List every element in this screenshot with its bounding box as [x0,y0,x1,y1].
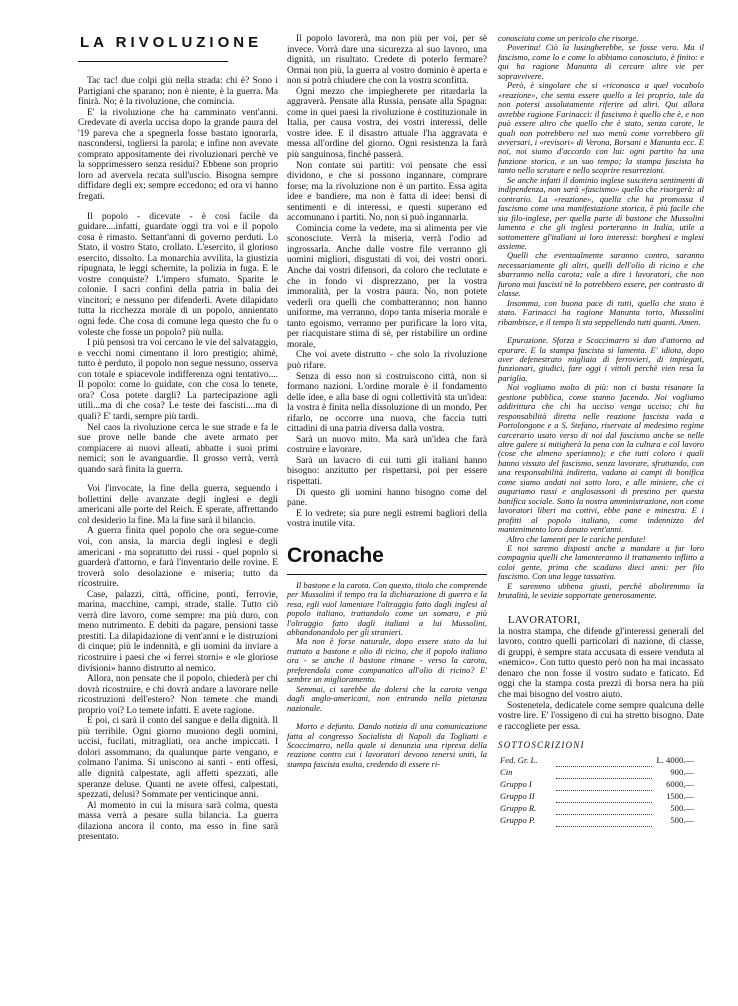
table-row [500,790,694,802]
paragraph: Il popolo - dicevate - è così facile da guidare....infatti, guardate oggi tra voi e il popolo cosa è rimasto. Settant'anni di governo perduti. Lo Stato, il vostro Stato, crollato. L'esercito, il glorioso esercito, dissolto. La monarchia avvilita, la giustizia ripugnata, le leggi schernite, la polizia in fuga. E le vostre conquiste? L'impero sfumato. Sparite le colonie. I sacri confini della patria in balia dei vincitori; e nessuno per difenderli. Avete dilapidato tutta la ricchezza morale di un popolo, annientato ogni fede. Che cosa di comune lega questo che fu o voleste che fosse un popolo? più nulla. [78,211,278,338]
title-rule [78,61,228,62]
subscription-amount: 500.— [670,815,694,826]
paragraph: Voi l'invocate, la fine della guerra, seguendo i bollettini delle avanzate degli inglesi e degli americani alle porte del Reich. E sperate, affrettando col desiderio la fine. Ma la fine sarà il bilancio. [78,484,278,526]
news-item: Morto e defunto. Dando notizia di una comunicazione fatta al congresso Socialista di Napoli da Togliatti e Scoccimarro, nella quale si denunzia una ripresa della reazione contro cui i lavoratori devono tenersi uniti, la stampa fascista esulta, credendo di essere ri- [287,721,487,769]
subscriptions-table [500,754,694,827]
news-item: Il bastone e la carota. Con questo, titolo che comprende per Mussolini il tempo tra la dichiarazione di guerra e la resa, egli vuol lamentare l'oltraggio fatto dagli inglesi al popolo italiano, trattandolo come un somaro, e più l'oltraggio fatto dagli italiani a lui Mussolini, abbandonandolo per gli stranieri. [287,579,487,637]
paragraph: E' la rivoluzione che ha camminato vent'anni. Credevate di averla uccisa dopo la grande paura del '19 pareva che a spegnerla fosse bastato ignorarla, nascondersi, togliersi la parola; e infine non avevate comprato appositamente dei rivoluzionari perchè ve la sopprimessero senza residui? Ebbene son proprio loro ad avervela recata sull'uscio. Bisogna sempre diffidare degli ex; sempre eccedono; ed ora vi hanno fregati. [78,107,278,203]
cronache-body [287,581,487,770]
news-item: Poverina! Ciò la lusingherebbe, se fosse vero. Ma il fascismo, come lo e come lo abbiamo conosciuto, è finito: e qui ha ragione Manunta di cercare altre vie per sopravvivere. [498,42,704,81]
appeal-heading: LAVORATORI, [508,614,581,626]
subscription-amount: 500.— [670,803,694,814]
news-item: Se anche infatti il dominio inglese suscitera sentimenti di indipendenza, non sarà «fascismo» quello che risorgerà: al contrario. La «reazione», quella che ha promossa il fascismo come una manifestazione storica, è più facile che sia filo-inglese, per quella parte di bastone che Mussolini lamenta e che gli inglesi porteranno in Italia, utile a sottomettere gl'italiani ai loro interessi: borghesi e inglesi assieme. [498,174,704,251]
table-row [500,814,694,826]
paragraph: Di questo gli uomini hanno bisogno come del pane. [287,487,487,509]
news-item: Noi vogliamo molto di più: non ci basta risanare la gestione pubblica, come stanno facendo. Noi vogliamo addirittura che chi ha ucciso venga ucciso; chi ha responsabilità diretta nelle reazione fascista vada a Portolongone e a S. Stefano, riservate al medesimo regime carcerario usato verso di noi dal fascismo anche se nelle altre galere si mitigherà la pena con la cultura e col lavoro (cose che almeno sperianno); e che tutti coloro i quali hanno vissuto del fascismo, senza lavorare, sfruttando, con una responsabilità indiretta, vadano ai campi di bonifica come siamo andati noi sotto loro, e alle miniere, che ci auguriamo russi e anglosassoni di prestino per questa bonifica sociale. Sotto la nostra amministrazione, non come lavoratori liberi ma cottivi, ebbe pane e minestra. E i profitti al popolo italiano, come indennizzo del mantenimento loro donato vent'anni. [498,382,704,535]
article-title: LA RIVOLUZIONE [80,34,263,51]
leader-dots [556,766,652,778]
section-rule [287,574,487,575]
leader-dots [556,754,652,766]
subscription-label: Fed. Gr. L. [500,755,538,766]
table-row [500,766,694,778]
leader-dots [556,802,652,814]
subscription-amount: 900.— [670,767,694,778]
subscription-label: Cin [500,767,513,778]
paragraph: E lo vedrete; sia pure negli estremi bagliori della vostra inutile vita. [287,508,487,530]
paragraph: Non contate sui partiti: voi pensate che essi dividono, e che si possono ingannare, comprare forse; ma la rivoluzione non è un partito. Essa agita idee e bandiere, ma non è fatta di idee: bensì di sentimenti e di interessi, e questi superano ed accomunano i partiti. No, non si può ingannarla. [287,160,487,224]
subscription-label: Gruppo I [500,779,532,790]
column-left [78,34,278,843]
column-middle [287,34,487,769]
news-item: conosciuta come un pericolo che risorge. [498,34,639,43]
table-row [500,778,694,790]
news-item: E saremmo ubbena giusti, perchè aboliremmo la brutalità, le sevizie sopportate generosamente. [498,580,704,601]
article-body-left [78,76,278,843]
paragraph: Case, palazzi, città, officine, ponti, ferrovie, marina, macchine, campi, strade, stalle. Tutto ciò verrà dire lavoro, come sempre: ma più duro, con meno nutrimento. E debiti da pagare, pensioni tasse prestiti. La dilapidazione di vent'anni e le distruzioni di cinque; più le indennità, e gli uomini da inviare a ricostruire i paesi che «i ferrei storni» e «le gloriose divisioni» hanno distrutto al nemico. [78,589,278,674]
paragraph: Sarà un lavacro di cui tutti gli italiani hanno bisogno: anzitutto per rispettarsi, poi per essere rispettati. [287,455,487,487]
leader-dots [556,778,652,790]
cronache-continued [498,34,704,601]
paragraph: Senza di esso non si costruiscono città, non si formano nazioni. L'ordine morale è il fondamento delle idee, e alla base di ogni collettività sta un'idea: la vostra è finita nella dissoluzione di un mondo. Per rifarlo, ne occorre una nuova, che faccia tutti cittadini di una patria diversa dalla vostra. [287,371,487,435]
column-right [498,34,704,827]
subscription-label: Gruppo P. [500,815,536,826]
news-item: Però, è singolare che si «riconosca a quel vocabolo «reazione», che senta essere quello a lei proprio, tale da non potersi assolutamente riferire ad altri. Qui allora avrebbe ragione Farinacci: il fascismo è quello che è, e non può essere altro che quello che è stato, senza carote, le quali non potrebbero nel suo menù come vorrebbero gli avversari, i «revisori» di Verona, Borsani e Manunta ecc. E noi, noi siamo d'accordo con lui: ogni partito ha una funzione storica, e un suo tempo; la stampa fascista ha tanto nello scrutare e nello scoprire resurrezioni. [498,80,704,176]
leader-dots [556,790,652,802]
table-row [500,754,694,766]
appeal-body [498,627,704,732]
news-item: Quelli che eventualmente saranno contro, saranno necessariamente gli altri, quelli dell'olio di ricino e che sbarranno nella carota; vale a dire i lavoratori, che non furono mai fascisti nè lo potrebbero essere, per contrasto di classe. [498,250,704,299]
paragraph: Il popolo lavorerà, ma non più per voi, per sè invece. Vorrà dare una sicurezza al suo lavoro, una dignità, un risultato. Credete di poterlo fermare? Ormai non più, la guerra al vostro dominio è aperta e non si potrà chiudere che con la vostra sconfitta. [287,34,487,87]
paragraph: Ogni mezzo che impiegherete per ritardarla la aggraverà. Pensate alla Russia, pensate alla Spagna: come in quei paesi la rivoluzione è costituzionale in Italia, per causa vostra, dei vostri interessi, delle vostre idee. E il disastro attuale l'ha aggravata e messa all'ordine del giorno. Ogni resistenza la farà più sanguinosa, finchè passerà. [287,86,487,161]
paragraph: Sarà un nuovo mito. Ma sarà un'idea che farà costruire e lavorare. [287,434,487,456]
subscription-label: Gruppo II [500,791,535,802]
paragraph: Sostenetela, dedicatele come sempre qualcuna delle vostre lire. E' l'ossigeno di cui ha stretto bisogno. Date e raccogliete per essa. [498,700,704,732]
paragraph: E poi, ci sarà il conto del sangue e della dignità. Il più terribile. Ogni giorno muoiono degli uomini, uccisi, fucilati, mitragliati, ora anche impiccati. I dolori assommano, da qualunque parte vengano, e colmano l'anima. Si uniscono ai santi - enti offesi, alle dignità calpestate, agli affetti spezzati, alle speranze deluse. Quanti ne avete offesi, calpestati, spezzati, delusi? Sommate per venticinque anni. [78,716,278,801]
paragraph: la nostra stampa, che difende gl'interessi generali del lavoro, contro quelli particolari di nazione, di classe, di gruppi, è sempre stata accusata di essere venduta al «nemico». Con tutto questo però non ha mai incassato denaro che non fosse il vostro sudato e faticato. Ed oggi che la stampa costa prezzi di borsa nera ha più che mai bisogno del vostro aiuto. [498,626,704,701]
subscription-amount: L. 4000.— [656,755,694,766]
subscription-amount: 6000,— [666,779,694,790]
subscription-amount: 1500.— [666,791,694,802]
paragraph: Al momento in cui la misura sarà colma, questa massa verrà a pesare sulla bilancia. La guerra dilaziona ancora il conto, ma esso in fine sarà presentato. [78,800,278,843]
table-row [500,802,694,814]
subscriptions-heading: SOTTOSCRIZIONI [498,740,585,751]
subscription-label: Gruppo R. [500,803,537,814]
news-item: Semmai, ci sarebbe da dolersi che la carota venga dagli anglo-americani, non entrando nella pietanza nazionale. [287,683,487,713]
news-item: E noi saremo disposti anche a mandare a far loro compagnia quelli che lamenteranno il trattamento inflitto a coloi gente, prima che scadano dieci anni: per filo fascismo. Con una legge tassativa. [498,543,704,582]
news-item: Altro che lamenti per le cariche perdute! [507,533,646,544]
section-heading-cronache: Cronache [287,543,384,567]
leader-dots [556,814,652,826]
paragraph: Nel caos la rivoluzione cerca le sue strade e fa le sue prove nelle bande che avete armato per compiacere ai nuovi alleati, abbatte i suoi primi nemici; son le avanguardie. Il grosso verrà, verrà quando sarà finita la guerra. [78,422,278,475]
paragraph: Comincia come la vedete, ma si alimenta per vie sconosciute. Verrà la miseria, verrà l'odio ad ingrossarla. Anche dalle vostre file verranno gli uomini migliori, disgustati di voi, dei vostri onori. Anche dai vostri difensori, da coloro che reclutate e che in fondo vi disprezzano, per la vostra immoralità, per la vostra paura. No, non potete vederli ora quelli che combatteranno; non hanno uniforme, ma verranno, dopo tanta miseria morale e tanto egoismo, verranno per purificare la loro vita, per riacquistare stima di sè, per ristabilire un ordine morale, [287,223,487,350]
paragraph: I più pensosi tra voi cercano le vie del salvataggio, e vecchi nomi cimentano il loro prestigio; ahimè, tutto è perduto, il popolo non segue nessuno, osserva con totale e spiacevole indifferenza ogni tentativo.... Il popolo: come lo guidate, con che cosa lo tenete, ora? Cosa potete dargli? La partecipazione agli utili...ma di che cosa? Le teste dei fascisti....ma di quali? E' tardi, sempre più tardi. [78,338,278,422]
news-item: Insomma, con buona pace di tutti, quello che stato è stato. Farinacci ha ragione Manunta torto, Mussolini ribambisce, e il tempo li sta seppellendo tutti quanti. Amen. [498,297,704,327]
news-item: Epurazione. Sforza e Scoccimarro si dan d'attorno ad epurare. E la stampa fascista si lamenta. E' idiota, dopo aver defenestrato migliaia di ferrovieri, di impiegati, funzionari, giudici, fare oggi i vittoli perchè vien resa la pariglia. [498,335,704,383]
news-item: Ma non è forse naturale, dopo essere stato da lui trattato a bastone e olio di ricino, che il popolo italiano ora - se anche il bastone rimane - verso la carota, preferendola come companatico all'olio di ricino? E' sembre un miglioramento. [287,636,487,685]
paragraph: Allora, non pensate che il popolo, chiederà per chi dovrà ricostruire, e chi dovrà andare a lavorare nelle ricostruzioni dell'estero? Non temete che mandi proprio voi? Lo temete infatti. E avete ragione. [78,674,278,716]
paragraph: Tac tac! due colpi giù nella strada: chi è? Sono i Partigiani che sparano; non è niente, è la guerra. Ma finirà. No; è la rivoluzione, che comincia. [78,76,278,108]
paragraph: Che voi avete distrutto - che solo la rivoluzione può rifare. [287,350,487,371]
paragraph: A guerra finita quel popolo che ora segue-come voi, con ansia, la marcia degli inglesi e degli americani - ma sopratutto dei russi - quel popolo si guarderà d'attorno, e farà l'inventario delle rovine. E troverà solo desolazione e miseria; tutto da ricostruire. [78,526,278,590]
article-body-middle [287,34,487,530]
